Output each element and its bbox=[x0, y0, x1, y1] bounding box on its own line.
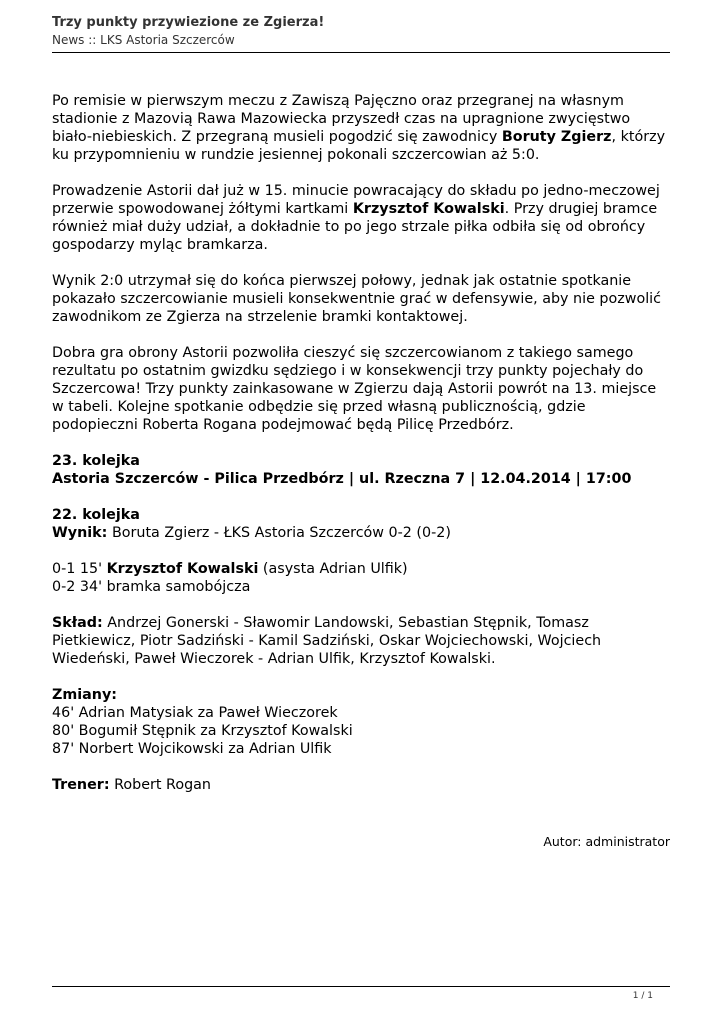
lineup-value: Andrzej Gonerski - Sławomir Landowski, Sebastian Stępnik, Tomasz Pietkiewicz, Piotr Sadziński - Kamil Sadziński, Oskar Wojciechowski, Wojciech Wiedeński, Paweł Wieczorek - Adrian Ulfik, Krzysztof Kowalski. bbox=[52, 615, 602, 667]
team-name: Boruty Zgierz bbox=[501, 129, 612, 145]
next-match bbox=[52, 452, 672, 488]
substitution-item: 87' Norbert Wojcikowski za Adrian Ulfik bbox=[52, 741, 332, 757]
paragraph-4: Dobra gra obrony Astorii pozwoliła cieszyć się szczercowianom z takiego samego rezultatu po ostatnim gwizdku sędziego i w konsekwencji trzy punkty pojechały do Szczercowa! Trzy punkty zainkasowane w Zgierzu dają Astorii powrót na 13. miejsce w tabeli. Kolejne spotkanie odbędzie się przed własną publicznością, gdzie podopieczni Roberta Rogana podejmować będą Pilicę Przedbórz. bbox=[52, 345, 657, 433]
player-name: Krzysztof Kowalski bbox=[352, 201, 505, 217]
goal-1-scorer: Krzysztof Kowalski bbox=[106, 561, 259, 577]
page-number: 1 / 1 bbox=[632, 991, 653, 1001]
document-header bbox=[52, 14, 670, 48]
header-divider bbox=[52, 52, 670, 53]
article-title: Trzy punkty przywiezione ze Zgierza! bbox=[52, 15, 325, 30]
paragraph-3: Wynik 2:0 utrzymał się do końca pierwszej połowy, jednak jak ostatnie spotkanie pokazało szczercowianie musieli konsekwentnie grać w defensywie, aby nie pozwolić zawodnikom ze Zgierza na strzelenie bramki kontaktowej. bbox=[52, 273, 662, 325]
footer-divider bbox=[52, 986, 670, 987]
paragraph-text: . Przy drugiej bramce również miał duży udział, a dokładnie to po jego strzale piłka odbiła się od obrońcy gospodarzy myląc bramkarza. bbox=[52, 201, 658, 253]
next-match-round: 23. kolejka bbox=[52, 453, 140, 469]
article-category: News :: LKS Astoria Szczerców bbox=[52, 33, 235, 47]
article-body bbox=[52, 92, 672, 812]
coach bbox=[52, 776, 672, 794]
paragraph-2 bbox=[52, 182, 672, 254]
next-match-details: Astoria Szczerców - Pilica Przedbórz | ul. Rzeczna 7 | 12.04.2014 | 17:00 bbox=[52, 471, 632, 487]
paragraph-text: Prowadzenie Astorii dał już w 15. minucie powracający do składu po jedno-meczowej przerwie spowodowanej żółtymi kartkami bbox=[52, 183, 660, 217]
result-value: Boruta Zgierz - ŁKS Astoria Szczerców 0-2 (0-2) bbox=[107, 525, 451, 541]
substitution-item: 80' Bogumił Stępnik za Krzysztof Kowalski bbox=[52, 723, 353, 739]
substitutions-label: Zmiany: bbox=[52, 687, 118, 703]
lineup-label: Skład: bbox=[52, 615, 103, 631]
substitution-item: 46' Adrian Matysiak za Paweł Wieczorek bbox=[52, 705, 338, 721]
match-result bbox=[52, 506, 672, 542]
paragraph-text: , którzy ku przypomnieniu w rundzie jesiennej pokonali szczercowian aż 5:0. bbox=[52, 129, 666, 163]
paragraph-1 bbox=[52, 92, 672, 164]
goal-1-assist: (asysta Adrian Ulfik) bbox=[258, 561, 408, 577]
result-label: Wynik: bbox=[52, 525, 108, 541]
result-round: 22. kolejka bbox=[52, 507, 140, 523]
substitutions bbox=[52, 686, 672, 758]
paragraph-text: Po remisie w pierwszym meczu z Zawiszą Pajęczno oraz przegranej na własnym stadionie z Mazovią Rawa Mazowiecka przyszedł czas na upragnione zwycięstwo biało-niebieskich. Z przegraną musieli pogodzić się zawodnicy bbox=[52, 93, 631, 145]
goal-2: 0-2 34' bramka samobójcza bbox=[52, 579, 251, 595]
lineup bbox=[52, 614, 672, 668]
coach-value: Robert Rogan bbox=[109, 777, 211, 793]
goal-1-time: 0-1 15' bbox=[52, 561, 107, 577]
coach-label: Trener: bbox=[52, 777, 110, 793]
goals-list bbox=[52, 560, 672, 596]
author-line: Autor: administrator bbox=[543, 834, 670, 849]
